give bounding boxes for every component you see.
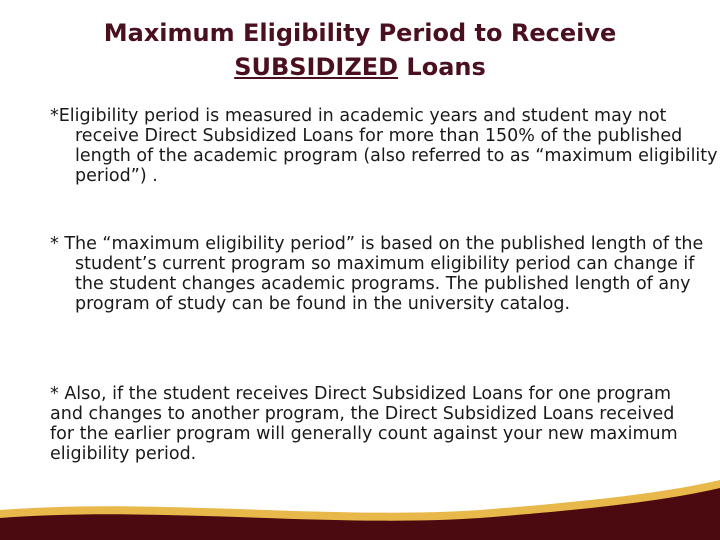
paragraph-program-length: * The “maximum eligibility period” is based on the published length of the student’s current program so maximum eligibility period can change if the student changes academic programs. The published length of any program of study can be found in the university catalog. <box>50 234 704 314</box>
footer-wave-decoration <box>0 480 720 540</box>
title-underlined-word: SUBSIDIZED <box>234 53 399 81</box>
slide-title <box>60 16 660 84</box>
paragraph-eligibility-measure: *Eligibility period is measured in academic years and student may not receive Direct Subsidized Loans for more than 150% of the published length of the academic program (also referred to as “maximum eligibility period”) . <box>50 106 718 186</box>
title-line-1: Maximum Eligibility Period to Receive <box>103 19 617 47</box>
title-line-2 <box>60 50 660 84</box>
title-rest: Loans <box>406 53 486 81</box>
paragraph-program-change: * Also, if the student receives Direct Subsidized Loans for one program and changes to another program, the Direct Subsidized Loans received for the earlier program will generally count against your new maximum eligibility period. <box>50 384 678 464</box>
